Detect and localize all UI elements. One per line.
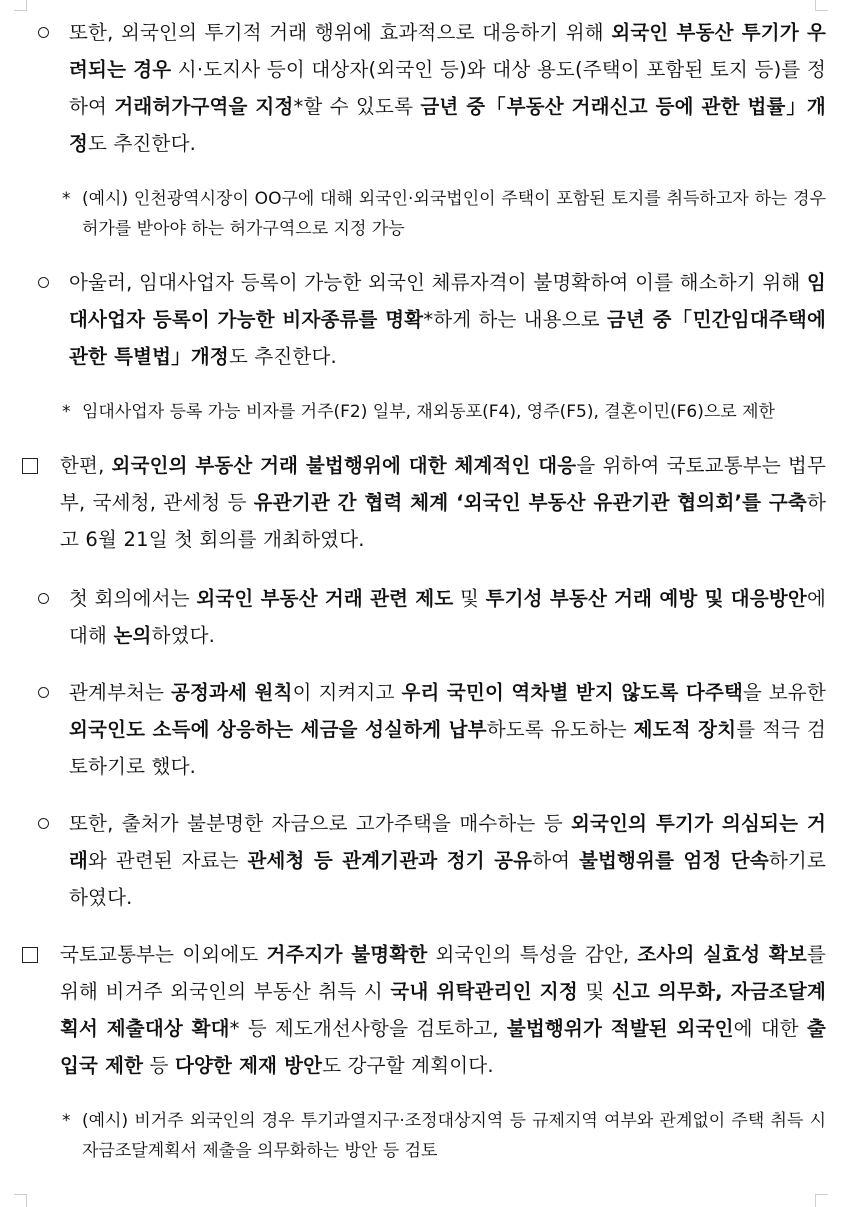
body-text: 하도록 유도하는 (486, 718, 634, 741)
emphasized-text: 임대사업자 등록이 가능한 비자종류를 명확 (69, 271, 826, 331)
body-text: *하게 하는 내용으로 (423, 308, 607, 331)
page-corner-mark (815, 0, 828, 11)
footnote-marker: * (62, 1111, 71, 1131)
sub-paragraph (0, 14, 842, 162)
footnote-text: (예시) 비거주 외국인의 경우 투기과열지구·조정대상지역 등 규제지역 여부와 관계없이 주택 취득 시 자금조달계획서 제출을 의무화하는 방안 등 검토 (82, 1111, 826, 1161)
body-text: 한편, (60, 454, 112, 477)
section-paragraph (0, 447, 842, 558)
emphasized-text: 외국인의 부동산 거래 불법행위에 대한 체계적인 대응 (111, 454, 577, 477)
body-text: 에 대해 (69, 587, 826, 647)
footnote-marker: * (62, 402, 71, 422)
body-text: 첫 회의에서는 (69, 587, 197, 610)
body-text: 도 추진한다. (228, 345, 337, 368)
body-text: 아울러, 임대사업자 등록이 가능한 외국인 체류자격이 불명확하여 이를 해소하기 위해 (69, 271, 807, 294)
footnote (0, 184, 842, 244)
body-text: 에 대한 (733, 1017, 807, 1040)
sub-paragraph (0, 674, 842, 785)
document-page (0, 14, 842, 1166)
body-text: 를 적극 검토하기로 했다. (69, 718, 827, 778)
body-text: 또한, 출처가 불분명한 자금으로 고가주택을 매수하는 등 (69, 812, 572, 835)
emphasized-text: 조사의 실효성 확보 (637, 943, 807, 966)
body-text: 및 (453, 587, 486, 610)
section-paragraph (0, 936, 842, 1084)
page-corner-mark (14, 0, 27, 11)
square-bullet-icon (22, 447, 38, 487)
body-text: 및 (577, 980, 612, 1003)
emphasized-text: 우리 국민이 역차별 받지 않도록 다주택 (401, 681, 744, 704)
body-text: 하였다. (151, 624, 216, 647)
footnote (0, 397, 842, 427)
body-text: 하여 (532, 849, 579, 872)
sub-paragraph (0, 805, 842, 916)
body-text: *할 수 있도록 (293, 95, 421, 118)
emphasized-text: 출입국 제한 (60, 1017, 826, 1077)
emphasized-text: 외국인 부동산 투기가 우려되는 경우 (69, 21, 826, 81)
emphasized-text: 국내 위탁관리인 지정 (390, 980, 578, 1003)
footnote (0, 1106, 842, 1166)
emphasized-text: 신고 의무화, 자금조달계획서 제출대상 확대 (60, 980, 826, 1040)
footnote-text: 임대사업자 등록 가능 비자를 거주(F2) 일부, 재외동포(F4), 영주(F5), 결혼이민(F6)으로 제한 (82, 402, 775, 422)
footnote-marker: * (62, 189, 71, 209)
body-text: 이 지켜지고 (292, 681, 402, 704)
body-text: 또한, 외국인의 투기적 거래 행위에 효과적으로 대응하기 위해 (69, 21, 612, 44)
emphasized-text: 불법행위를 엄정 단속 (578, 849, 769, 872)
body-text: 도 강구할 계획이다. (322, 1054, 494, 1077)
emphasized-text: 투기성 부동산 거래 예방 및 대응방안 (485, 587, 807, 610)
circle-bullet-icon (38, 580, 49, 617)
sub-paragraph (0, 264, 842, 375)
body-text: 을 위하여 국토교통부는 법무부, 국세청, 관세청 등 (60, 454, 827, 514)
emphasized-text: 공정과세 원칙 (171, 681, 293, 704)
body-text: 도 추진한다. (88, 132, 197, 155)
sub-paragraph (0, 580, 842, 654)
emphasized-text: 불법행위가 적발된 외국인 (506, 1017, 734, 1040)
emphasized-text: 거주지가 불명확한 (266, 943, 428, 966)
circle-bullet-icon (38, 264, 49, 301)
body-text: 하기로 하였다. (69, 849, 826, 909)
body-text: * 등 제도개선사항을 검토하고, (229, 1017, 507, 1040)
emphasized-text: 다양한 제재 방안 (174, 1054, 323, 1077)
page-corner-mark (14, 1194, 27, 1207)
body-text: 국토교통부는 이외에도 (60, 943, 267, 966)
body-text: 등 (143, 1054, 175, 1077)
footnote-text: (예시) 인천광역시장이 OO구에 대해 외국인·외국법인이 주택이 포함된 토지를 취득하고자 하는 경우 허가를 받아야 하는 허가구역으로 지정 가능 (82, 189, 826, 239)
body-text: 관계부처는 (69, 681, 171, 704)
emphasized-text: 거래허가구역을 지정 (114, 95, 294, 118)
emphasized-text: 제도적 장치 (633, 718, 737, 741)
square-bullet-icon (22, 936, 38, 976)
body-text: 외국인의 특성을 감안, (427, 943, 638, 966)
body-text: 하고 6월 21일 첫 회의를 개최하였다. (60, 491, 826, 551)
emphasized-text: 유관기관 간 협력 체계 ‘외국인 부동산 유관기관 협의회’를 구축 (253, 491, 807, 514)
emphasized-text: 금년 중「민간임대주택에 관한 특별법」개정 (69, 308, 826, 368)
body-text: 를 위해 비거주 외국인의 부동산 취득 시 (60, 943, 827, 1003)
emphasized-text: 외국인도 소득에 상응하는 세금을 성실하게 납부 (69, 718, 487, 741)
emphasized-text: 관세청 등 관계기관과 정기 공유 (247, 849, 533, 872)
emphasized-text: 논의 (113, 624, 152, 647)
body-text: 와 관련된 자료는 (88, 849, 248, 872)
circle-bullet-icon (38, 674, 49, 711)
body-text: 을 보유한 (743, 681, 826, 704)
page-corner-mark (815, 1194, 828, 1207)
emphasized-text: 금년 중「부동산 거래신고 등에 관한 법률」개정 (69, 95, 826, 155)
body-text: 시·도지사 등이 대상자(외국인 등)와 대상 용도(주택이 포함된 토지 등)를 정하여 (69, 58, 826, 118)
circle-bullet-icon (38, 14, 49, 51)
circle-bullet-icon (38, 805, 49, 842)
emphasized-text: 외국인의 투기가 의심되는 거래 (69, 812, 826, 872)
emphasized-text: 외국인 부동산 거래 관련 제도 (196, 587, 454, 610)
